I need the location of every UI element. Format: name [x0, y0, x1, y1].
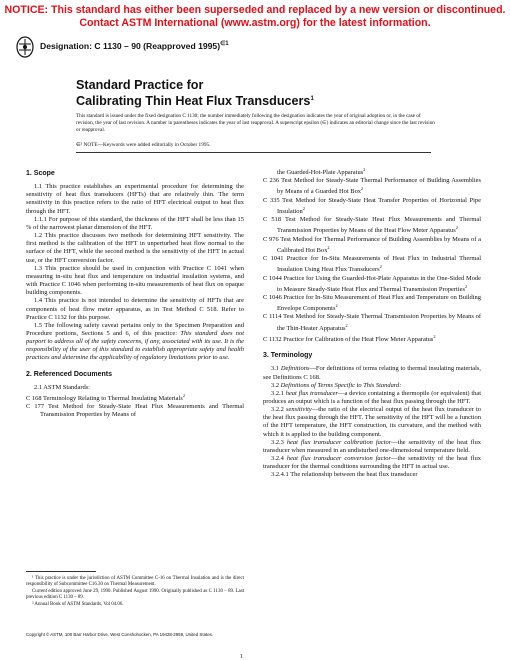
para-3-2-4-text: —the sensitivity of the heat flux transducer for the thermal conditions surrounding the HFT in actual use.: [263, 455, 482, 471]
para-3-2-3: [263, 439, 481, 455]
left-column: [26, 170, 244, 420]
para-3-2-1-num: 3.2.1: [271, 389, 286, 397]
right-column: [263, 166, 481, 480]
para-3-2-3-term: heat flux transducer calibration factor: [286, 438, 392, 446]
para-3-2-3-num: 3.2.3: [271, 438, 287, 446]
para-3-2-term: Definitions of Terms Specific to This Standard:: [280, 381, 402, 389]
editorial-note: ∈¹ NOTE—Keywords were added editorially in October 1995.: [76, 142, 211, 148]
para-3-2-2-term: sensitivity: [286, 406, 312, 414]
para-3-2-1-text: —a device containing a thermopile (or equivalent) that produces an output which is a function of the heat flux passing through the HFT.: [263, 389, 481, 405]
ref-c1046: [263, 294, 481, 313]
para-3-1-num: 3.1: [271, 365, 281, 373]
ref-c976-text: C 976 Test Method for Thermal Performance of Building Assemblies by Means of a Calibrated Hot Box: [263, 235, 481, 254]
supersession-notice: [0, 4, 510, 30]
ref-c1046-text: C 1046 Practice for In-Situ Measurement of Heat Flux and Temperature on Building Envelope Components: [263, 294, 481, 313]
ref-c1041-sup: 2: [379, 264, 382, 270]
ref-c1044: [263, 275, 481, 294]
ref-c168: [26, 392, 244, 403]
para-3-2: [263, 382, 481, 390]
para-3-2-4-1: 3.2.4.1 The relationship between the heat flux transducer: [271, 471, 418, 479]
ref-c236-sup: 2: [361, 186, 364, 192]
footnote-1b: Current edition approved June 29, 1990. Published August 1990. Originally published as C 1130 – 89. Last previous edition C 1130 – 89.: [26, 589, 244, 600]
ref-c1114: [263, 313, 481, 332]
ref-c177-cont: [263, 166, 481, 177]
para-3-2-num: 3.2: [271, 381, 281, 389]
section-2-heading: 2. Referenced Documents: [26, 370, 112, 378]
footnote-1: ¹ This practice is under the jurisdiction of ASTM Committee C-16 on Thermal Insulation and is the direct responsibility of Subcommittee C16.30 on Thermal Measurement.: [26, 576, 244, 587]
designation: [40, 40, 229, 51]
para-3-2-4: [263, 455, 481, 471]
para-3-2-2-text: —the ratio of the electrical output of the heat flux transducer to the heat flux passing through the HFT. The sensitivity of the HFT will be a function of the HFT temperature, the HFT construction, its curvature, and the method with which it is applied to the building component.: [263, 406, 481, 438]
page-number: 1: [240, 654, 243, 660]
para-1-1-1: 1.1.1 For purpose of this standard, the thickness of the HFT shall be less than 15 % of the narrowest planar dimension of the HFT.: [26, 215, 244, 231]
para-3-1-text: —For definitions of terms relating to thermal insulating materials, see Definitions C 168.: [263, 365, 481, 381]
title-sup: 1: [310, 96, 314, 102]
para-3-2-2: [263, 406, 481, 439]
para-3-2-1-term: heat flux transducer: [285, 389, 339, 397]
ref-c1114-sup: 2: [345, 322, 348, 328]
para-1-4: 1.4 This practice is not intended to determine the sensitivity of HFTs that are components of heat flow meter apparatus, as in Test Method C 518. Refer to Practice C 1132 for this purpose.: [26, 297, 244, 321]
para-1-3: 1.3 This practice should be used in conjunction with Practice C 1041 when measuring in-situ heat flux and temperature on industrial insulation systems, and with Practice C 1046 when performing in-situ measurements of heat flux on opaque building components.: [26, 264, 244, 297]
para-3-2-3-text: —the sensitivity of the heat flux transducer when measured in an undisturbed one-dimensional temperature field.: [263, 438, 482, 454]
ref-c1132-text: C 1132 Practice for Calibration of the Heat Flow Meter Apparatus: [263, 336, 434, 344]
ref-c1041-text: C 1041 Practice for In-Situ Measurements of Heat Flux in Industrial Thermal Insulation Using Heat Flux Transducers: [263, 255, 481, 274]
ref-c335: [263, 197, 481, 216]
para-3-1: [263, 365, 481, 381]
safety-caveat: This standard does not purport to address all of the safety concerns, if any, associated with its use. It is the responsibility of the user of this standard to establish appropriate safety and health practices and determine the applicability of regulatory limitations prior to use.: [26, 329, 244, 362]
ref-c1044-sup: 2: [464, 283, 468, 289]
section-3-heading: 3. Terminology: [263, 352, 313, 360]
ref-c236-text: C 236 Test Method for Steady-State Thermal Performance of Building Assemblies by Means of a Guarded Hot Box: [263, 177, 481, 196]
document-title: [76, 78, 314, 108]
ref-c335-text: C 335 Test Method for Steady-State Heat Transfer Properties of Horizontal Pipe Insulation: [263, 196, 481, 216]
para-3-1-term: Definitions: [280, 365, 310, 373]
designation-sup: ∈1: [220, 41, 229, 47]
ref-c168-text: C 168 Terminology Relating to Thermal Insulating Materials: [26, 395, 183, 403]
ref-c1041: [263, 255, 481, 274]
ref-c518-text: C 518 Test Method for Steady-State Heat Flux Measurements and Thermal Transmission Properties by Means of the Heat Flow Meter Apparatus: [263, 216, 481, 235]
ref-c177-sup: 2: [363, 167, 366, 172]
title-line-2: Calibrating Thin Heat Flux Transducers: [76, 94, 311, 109]
ref-c177-cont-text: the Guarded-Hot-Plate Apparatus: [277, 169, 364, 177]
ref-c518-sup: 2: [455, 225, 458, 231]
ref-c518: [263, 216, 481, 235]
para-2-1: 2.1 ASTM Standards:: [34, 383, 90, 391]
ref-c1132-sup: 2: [433, 333, 436, 339]
footnotes: [26, 576, 244, 609]
notice-line-2: Contact ASTM International (www.astm.org) for the latest information.: [79, 17, 431, 29]
ref-c177: C 177 Test Method for Steady-State Heat Flux Measurements and Thermal Transmission Properties by Means of: [26, 403, 244, 419]
ref-c976-sup: 2: [327, 244, 330, 250]
footnote-divider: [26, 571, 96, 572]
ref-c236: [263, 177, 481, 196]
footnote-2: ² Annual Book of ASTM Standards, Vol 04.06.: [32, 602, 124, 607]
para-3-2-1: [263, 390, 481, 406]
para-3-2-2-num: 3.2.2: [271, 406, 287, 414]
para-3-2-4-num: 3.2.4: [271, 455, 287, 463]
issued-note: This standard is issued under the fixed designation C 1130; the number immediately following the designation indicates the year of original adoption or, in the case of revision, the year of last revision. A number in parentheses indicates the year of last reapproval. A superscript epsilon (∈) indicates an editorial change since the last revision or reapproval.: [76, 113, 435, 133]
header-divider: [76, 152, 431, 153]
ref-c1132: [263, 333, 481, 344]
section-1-heading: 1. Scope: [26, 170, 55, 177]
title-line-1: Standard Practice for: [76, 78, 204, 92]
copyright-line: Copyright © ASTM, 100 Barr Harbor Drive, West Conshohocken, PA 19428-2959, United States.: [26, 632, 214, 637]
para-1-1: 1.1 This practice establishes an experimental procedure for determining the sensitivity of heat flux transducers (HFTs) that are relatively thin. The term sensitivity in this practice refers to the ratio of HFT electrical output to heat flux through the HFT.: [26, 183, 244, 215]
para-1-5: [26, 322, 244, 363]
ref-c1114-text: C 1114 Test Method for Steady-State Thermal Transmission Properties by Means of the Thin-Heater Apparatus: [263, 313, 481, 332]
ref-c1044-text: C 1044 Practice for Using the Guarded-Hot-Plate Apparatus in the One-Sided Mode to Measure Steady-State Heat Flux and Thermal Transmission Properties: [263, 274, 481, 293]
ref-c335-sup: 2: [302, 205, 305, 211]
ref-c976: [263, 236, 481, 255]
notice-line-1: NOTICE: This standard has either been superseded and replaced by a new version or discontinued.: [4, 4, 506, 16]
ref-c168-sup: 2: [182, 392, 185, 398]
designation-text: Designation: C 1130 – 90 (Reapproved 1995): [40, 40, 221, 51]
para-1-5-text: 1.5 The following safety caveat pertains only to the Specimen Preparation and Procedure portions, Sections 5 and 6, of this practice:: [26, 321, 244, 337]
para-3-2-4-term: heat flux transducer conversion factor: [286, 455, 392, 463]
astm-logo-icon: [16, 36, 34, 58]
ref-c1046-sup: 2: [335, 303, 338, 309]
para-1-2: 1.2 This practice discusses two methods for determining HFT sensitivity. The first method is the calibration of the HFT in unperturbed heat flow normal to the surface of the HFT, while the second method is the sensitivity of the HFT in actual use, or the HFT conversion factor.: [26, 232, 244, 264]
